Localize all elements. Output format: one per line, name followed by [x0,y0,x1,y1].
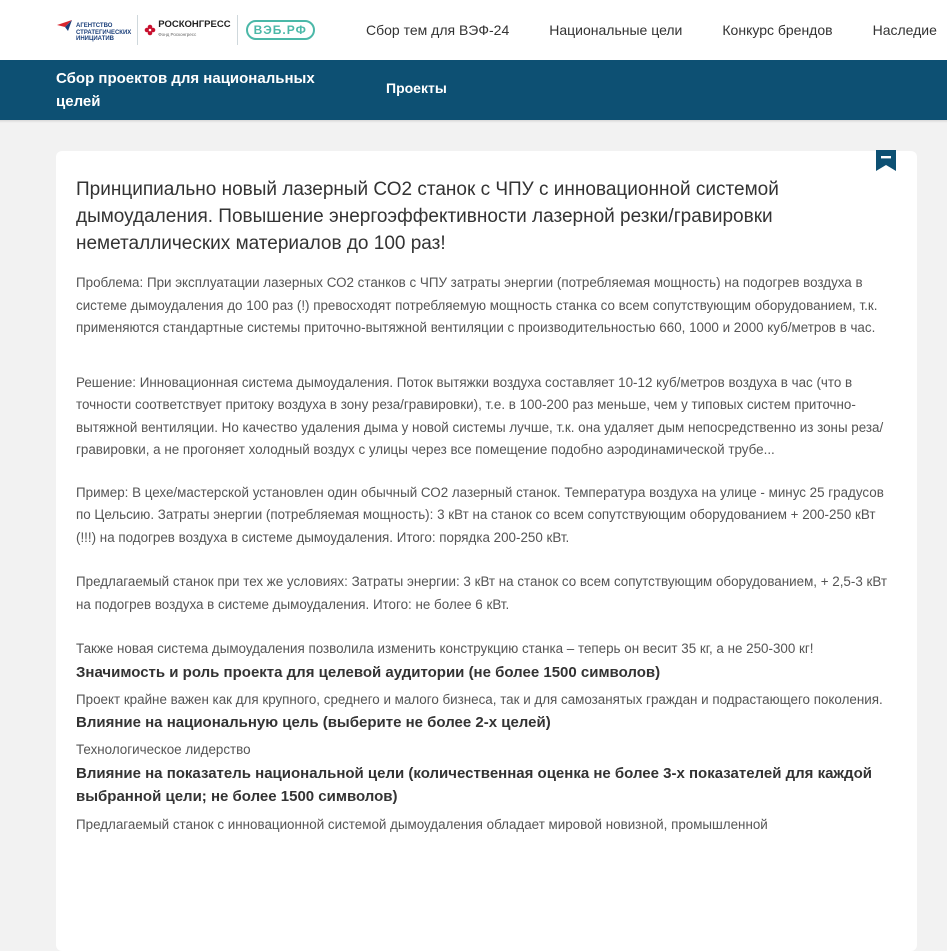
projects-link[interactable]: Проекты [386,80,447,96]
section-header-bar [0,60,947,120]
veb-logo-text: ВЭБ.РФ [246,20,315,40]
roscongress-sub: Фонд Росконгресс [158,32,197,37]
section-text-national-goal: Технологическое лидерство [76,742,251,757]
logo-group [56,12,315,48]
roscongress-name: РОСКОНГРЕСС [158,19,231,30]
header-shadow [0,120,947,123]
top-header [0,0,947,60]
section-title[interactable]: Сбор проектов для национальных целей [56,70,315,110]
problem-text: Проблема: При эксплуатации лазерных СО2 станков с ЧПУ затраты энергии (потребляемая мощность) на подогрев воздуха в системе дымоудаления до 100 раз (!) превосходят потребляемую мощность станка со всем сопутствующим оборудованием, т.к. применяются стандартные системы приточно-вытяжной вентиляции с производительностью 660, 1000 и 2000 куб/метров в час. [76,275,878,335]
logo-divider [137,15,138,45]
nav-item-brand-contest[interactable]: Конкурс брендов [722,22,833,38]
asi-logo-text [76,23,131,43]
proposed-text: Предлагаемый станок при тех же условиях: Затраты энергии: 3 кВт на станок со всем сопутствующим оборудованием, + 2,5-3 кВт на подогрев воздуха в системе дымоудаления. Итого: не более 6 кВт. [76,574,887,612]
veb-logo[interactable] [246,20,315,40]
nav-item-national-goals[interactable]: Национальные цели [549,22,683,38]
roscongress-logo[interactable] [144,20,230,40]
example-text: Пример: В цехе/мастерской установлен один обычный СО2 лазерный станок. Температура воздуха на улице - минус 25 градусов по Цельсию. Затраты энергии (потребляемая мощность): 3 кВт на станок со всем сопутствующим оборудованием + 200-250 кВт (!!!) на подогрев воздуха в системе дымоудаления. Итого: порядка 200-250 кВт. [76,484,884,545]
asi-line-2: СТРАТЕГИЧЕСКИХ [76,29,132,36]
section-heading-goal-indicator: Влияние на показатель национальной цели (количественная оценка не более 3-х показателей для каждой выбранной цели; не более 1500 символов) [76,764,872,805]
section-text-goal-indicator: Предлагаемый станок с инновационной системой дымоудаления обладает мировой новизной, промышленной [76,816,768,832]
bookmark-icon[interactable] [876,150,896,171]
solution-text: Решение: Инновационная система дымоудаления. Поток вытяжки воздуха составляет 10-12 куб/метров воздуха в час (что в точности соответствует притоку воздуха в зону реза/гравировки), т.е. в 100-200 раз меньше, чем у типовых систем приточно-вытяжной вентиляции. Но качество удаления дыма у новой системы лучше, т.к. она удаляет дым непосредственно из зоны реза/гравировки, а не прогоняет холодный воздух с улицы через все помещение подобно аэродинамической трубе... [76,374,884,457]
logo-divider-2 [237,15,238,45]
asi-line-1: АГЕНТСТВО [76,23,113,30]
weight-note-text: Также новая система дымоудаления позволила изменить конструкцию станка – теперь он весит 35 кг, а не 250-300 кг! [76,641,814,656]
top-nav [366,0,947,60]
roscongress-flower-icon [144,24,156,36]
asi-line-3: ИНИЦИАТИВ [76,36,114,43]
section-heading-national-goal: Влияние на национальную цель (выберите не более 2-х целей) [76,714,551,731]
nav-item-heritage[interactable]: Наследие [872,22,937,38]
project-content [76,176,896,836]
project-title: Принципиально новый лазерный СО2 станок с ЧПУ с инновационной системой дымоудаления. Повышение энергоэффективности лазерной резки/гравировки неметаллических материалов до 100 раз! [76,179,779,254]
asi-emblem-icon [56,17,74,37]
nav-item-vef-topics[interactable]: Сбор тем для ВЭФ-24 [366,22,510,38]
asi-logo[interactable] [56,17,131,43]
section-text-significance: Проект крайне важен как для крупного, среднего и малого бизнеса, так и для самозанятых граждан и подрастающего поколения. [76,691,883,707]
section-heading-significance: Значимость и роль проекта для целевой аудитории (не более 1500 символов) [76,663,661,681]
